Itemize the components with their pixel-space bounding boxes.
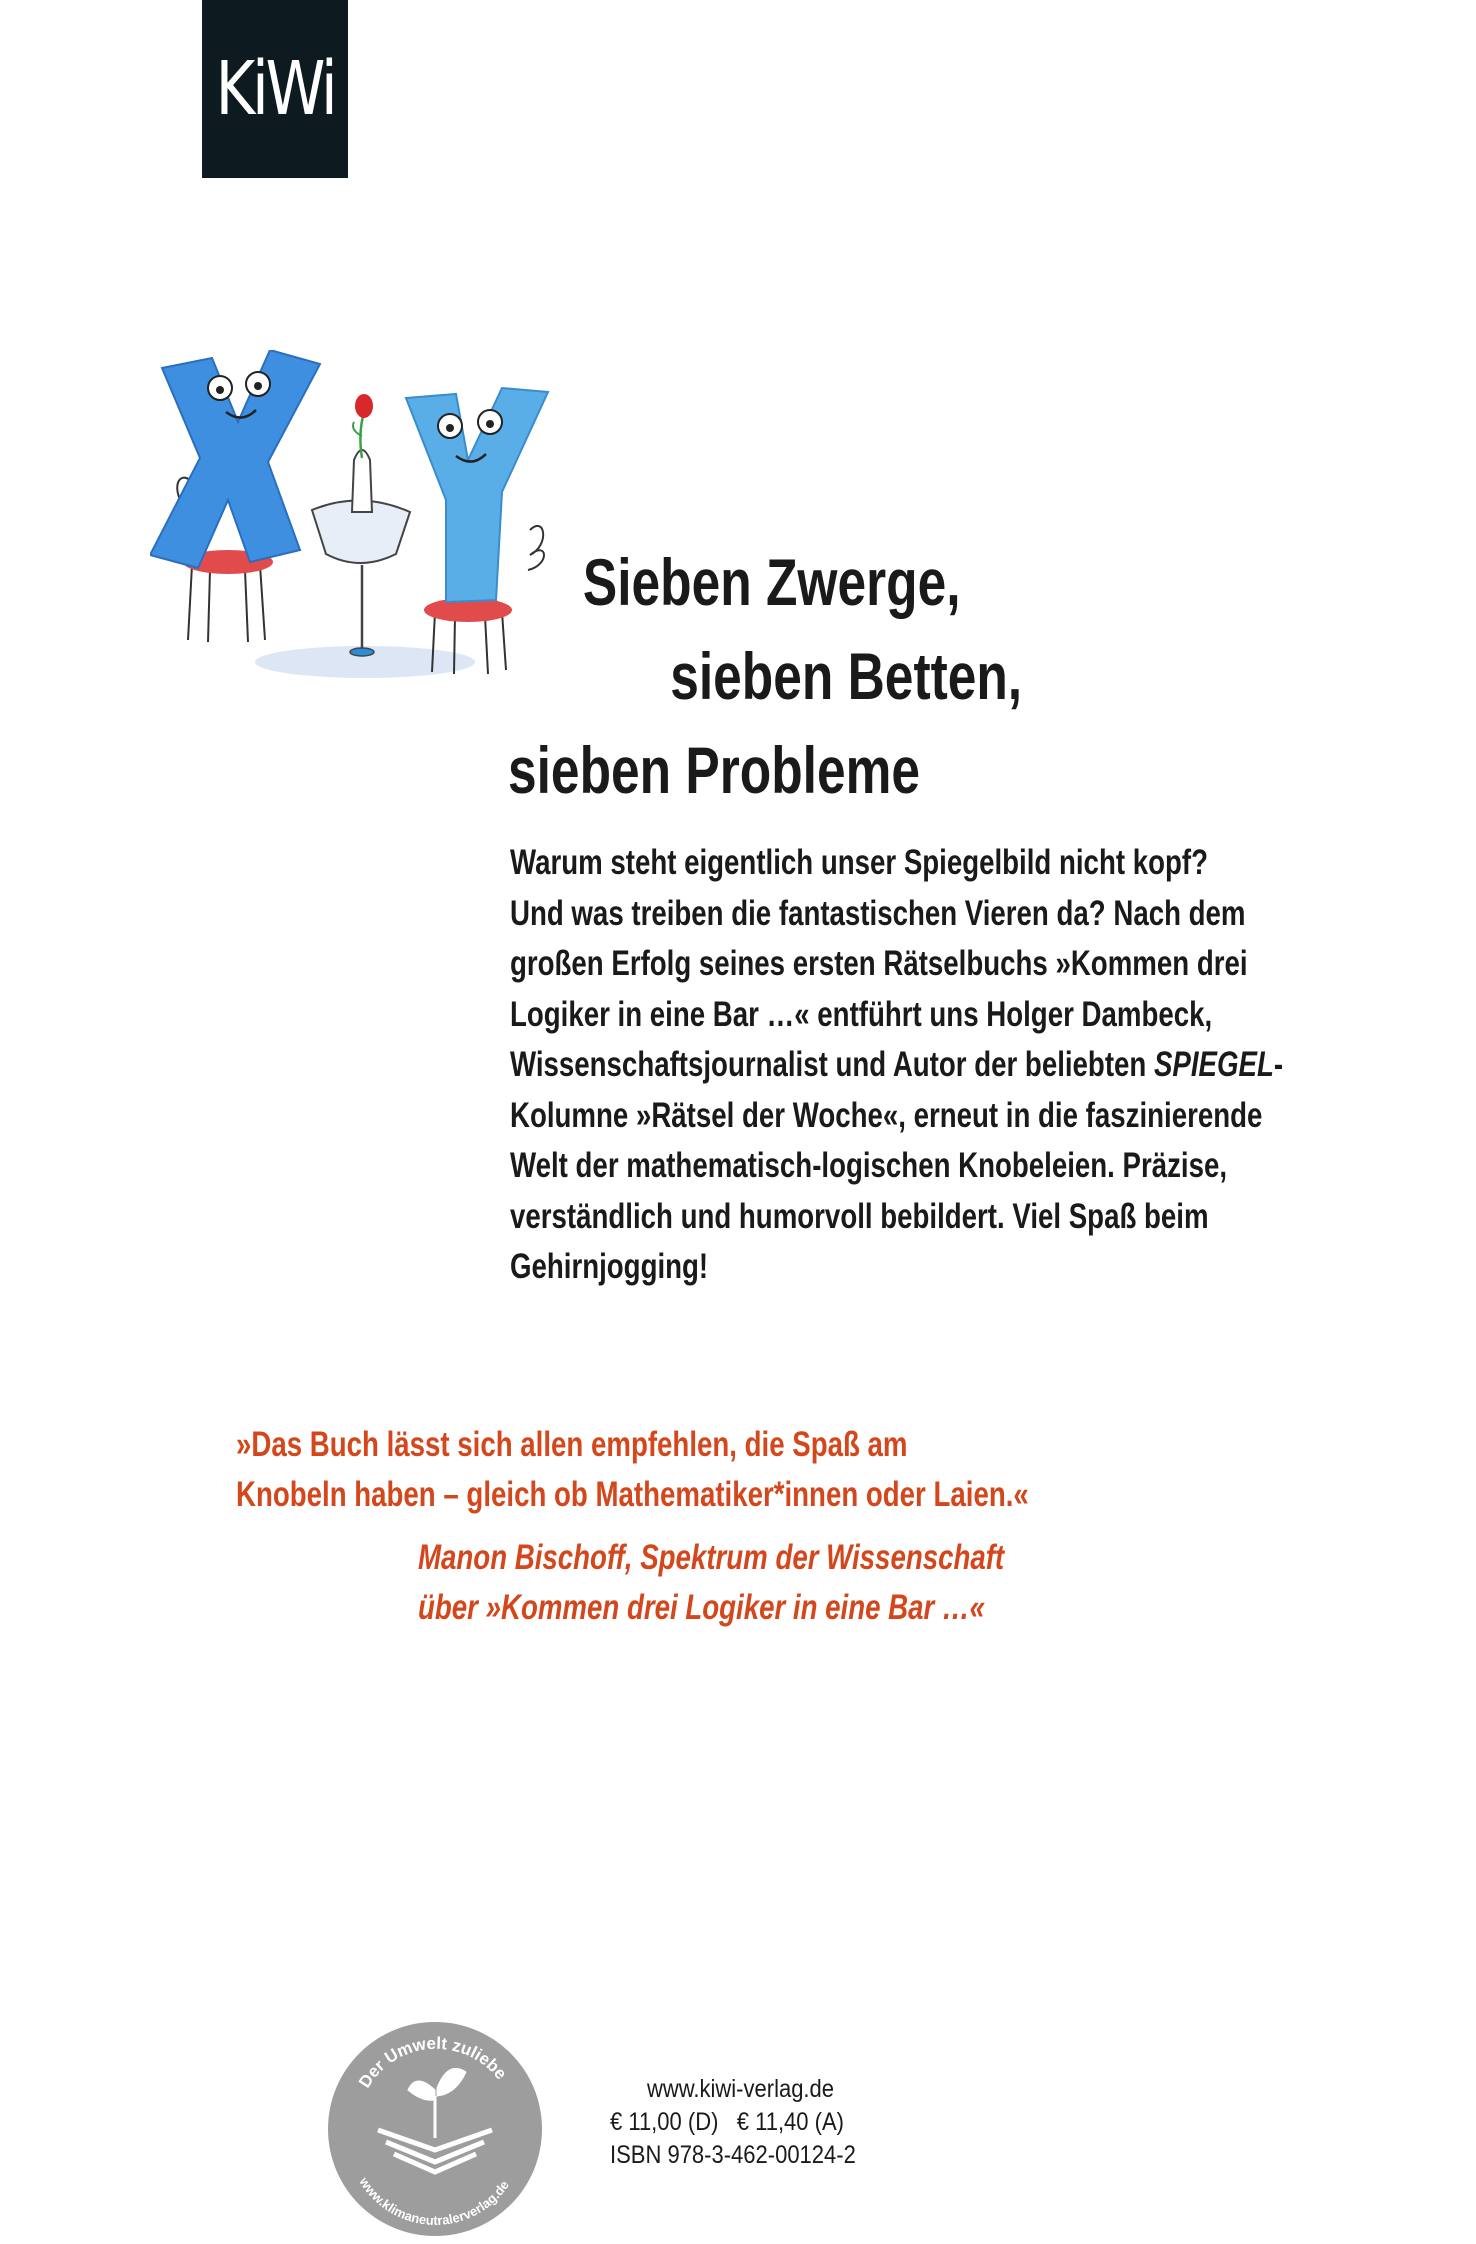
publisher-logo-text: KiWi [215,46,335,132]
blurb-text [510,838,1292,1293]
quote-line-2: Knobeln haben – gleich ob Mathematiker*innen oder Laien.« [236,1475,1029,1514]
isbn-line: ISBN 978-3-462-00124-2 [610,2141,856,2169]
blurb-line: Warum steht eigentlich unser Spiegelbild nicht kopf? [510,843,1208,882]
cafe-table [312,394,410,656]
price-line: € 11,00 (D) € 11,40 (A) [610,2108,844,2136]
publisher-logo [202,0,348,178]
blurb-line: Kolumne »Rätsel der Woche«, erneut in die faszinierende [510,1095,1263,1135]
quote-attribution [418,1533,1176,1633]
blurb-line-5-start: Wissenschaftsjournalist und Autor der beliebten [510,1045,1154,1084]
blurb-line: Welt der mathematisch-logischen Knobeleien. Präzise, [510,1146,1228,1185]
publisher-website: www.kiwi-verlag.de [646,2075,835,2103]
headline-line-1: Sieben Zwerge, [582,545,961,619]
blurb-line: Und was treiben die fantastischen Vieren da? Nach dem [510,893,1246,933]
blurb-line: großen Erfolg seines ersten Rätselbuchs »Kommen drei [510,944,1248,983]
review-quote [236,1420,1145,1520]
spiegel-emphasis: SPIEGEL [1153,1045,1274,1084]
blurb-line [510,1040,1292,1091]
headline [508,535,1210,817]
x-letter [150,350,320,568]
blurb-line: Logiker in eine Bar …« entführt uns Holger Dambeck, [510,994,1213,1034]
blurb-line-5-end: - [1273,1045,1284,1084]
attribution-line-2: über »Kommen drei Logiker in eine Bar …« [418,1588,985,1627]
imprint-block [610,2073,944,2172]
climate-neutral-badge [326,2020,544,2238]
blurb-line: verständlich und humorvoll bebildert. Viel Spaß beim [510,1196,1209,1236]
headline-line-3: sieben Probleme [508,733,920,807]
attribution-line-1: Manon Bischoff, Spektrum der Wissenschaft [418,1538,1005,1577]
quote-line-1: »Das Buch lässt sich allen empfehlen, die Spaß am [236,1425,908,1464]
badge-top-text: Der Umwelt zuliebe [354,2033,511,2092]
blurb-line: Gehirnjogging! [510,1247,709,1286]
headline-line-2: sieben Betten, [670,639,1023,713]
badge-bottom-text: www.klimaneutralerverlag.de [356,2174,512,2228]
